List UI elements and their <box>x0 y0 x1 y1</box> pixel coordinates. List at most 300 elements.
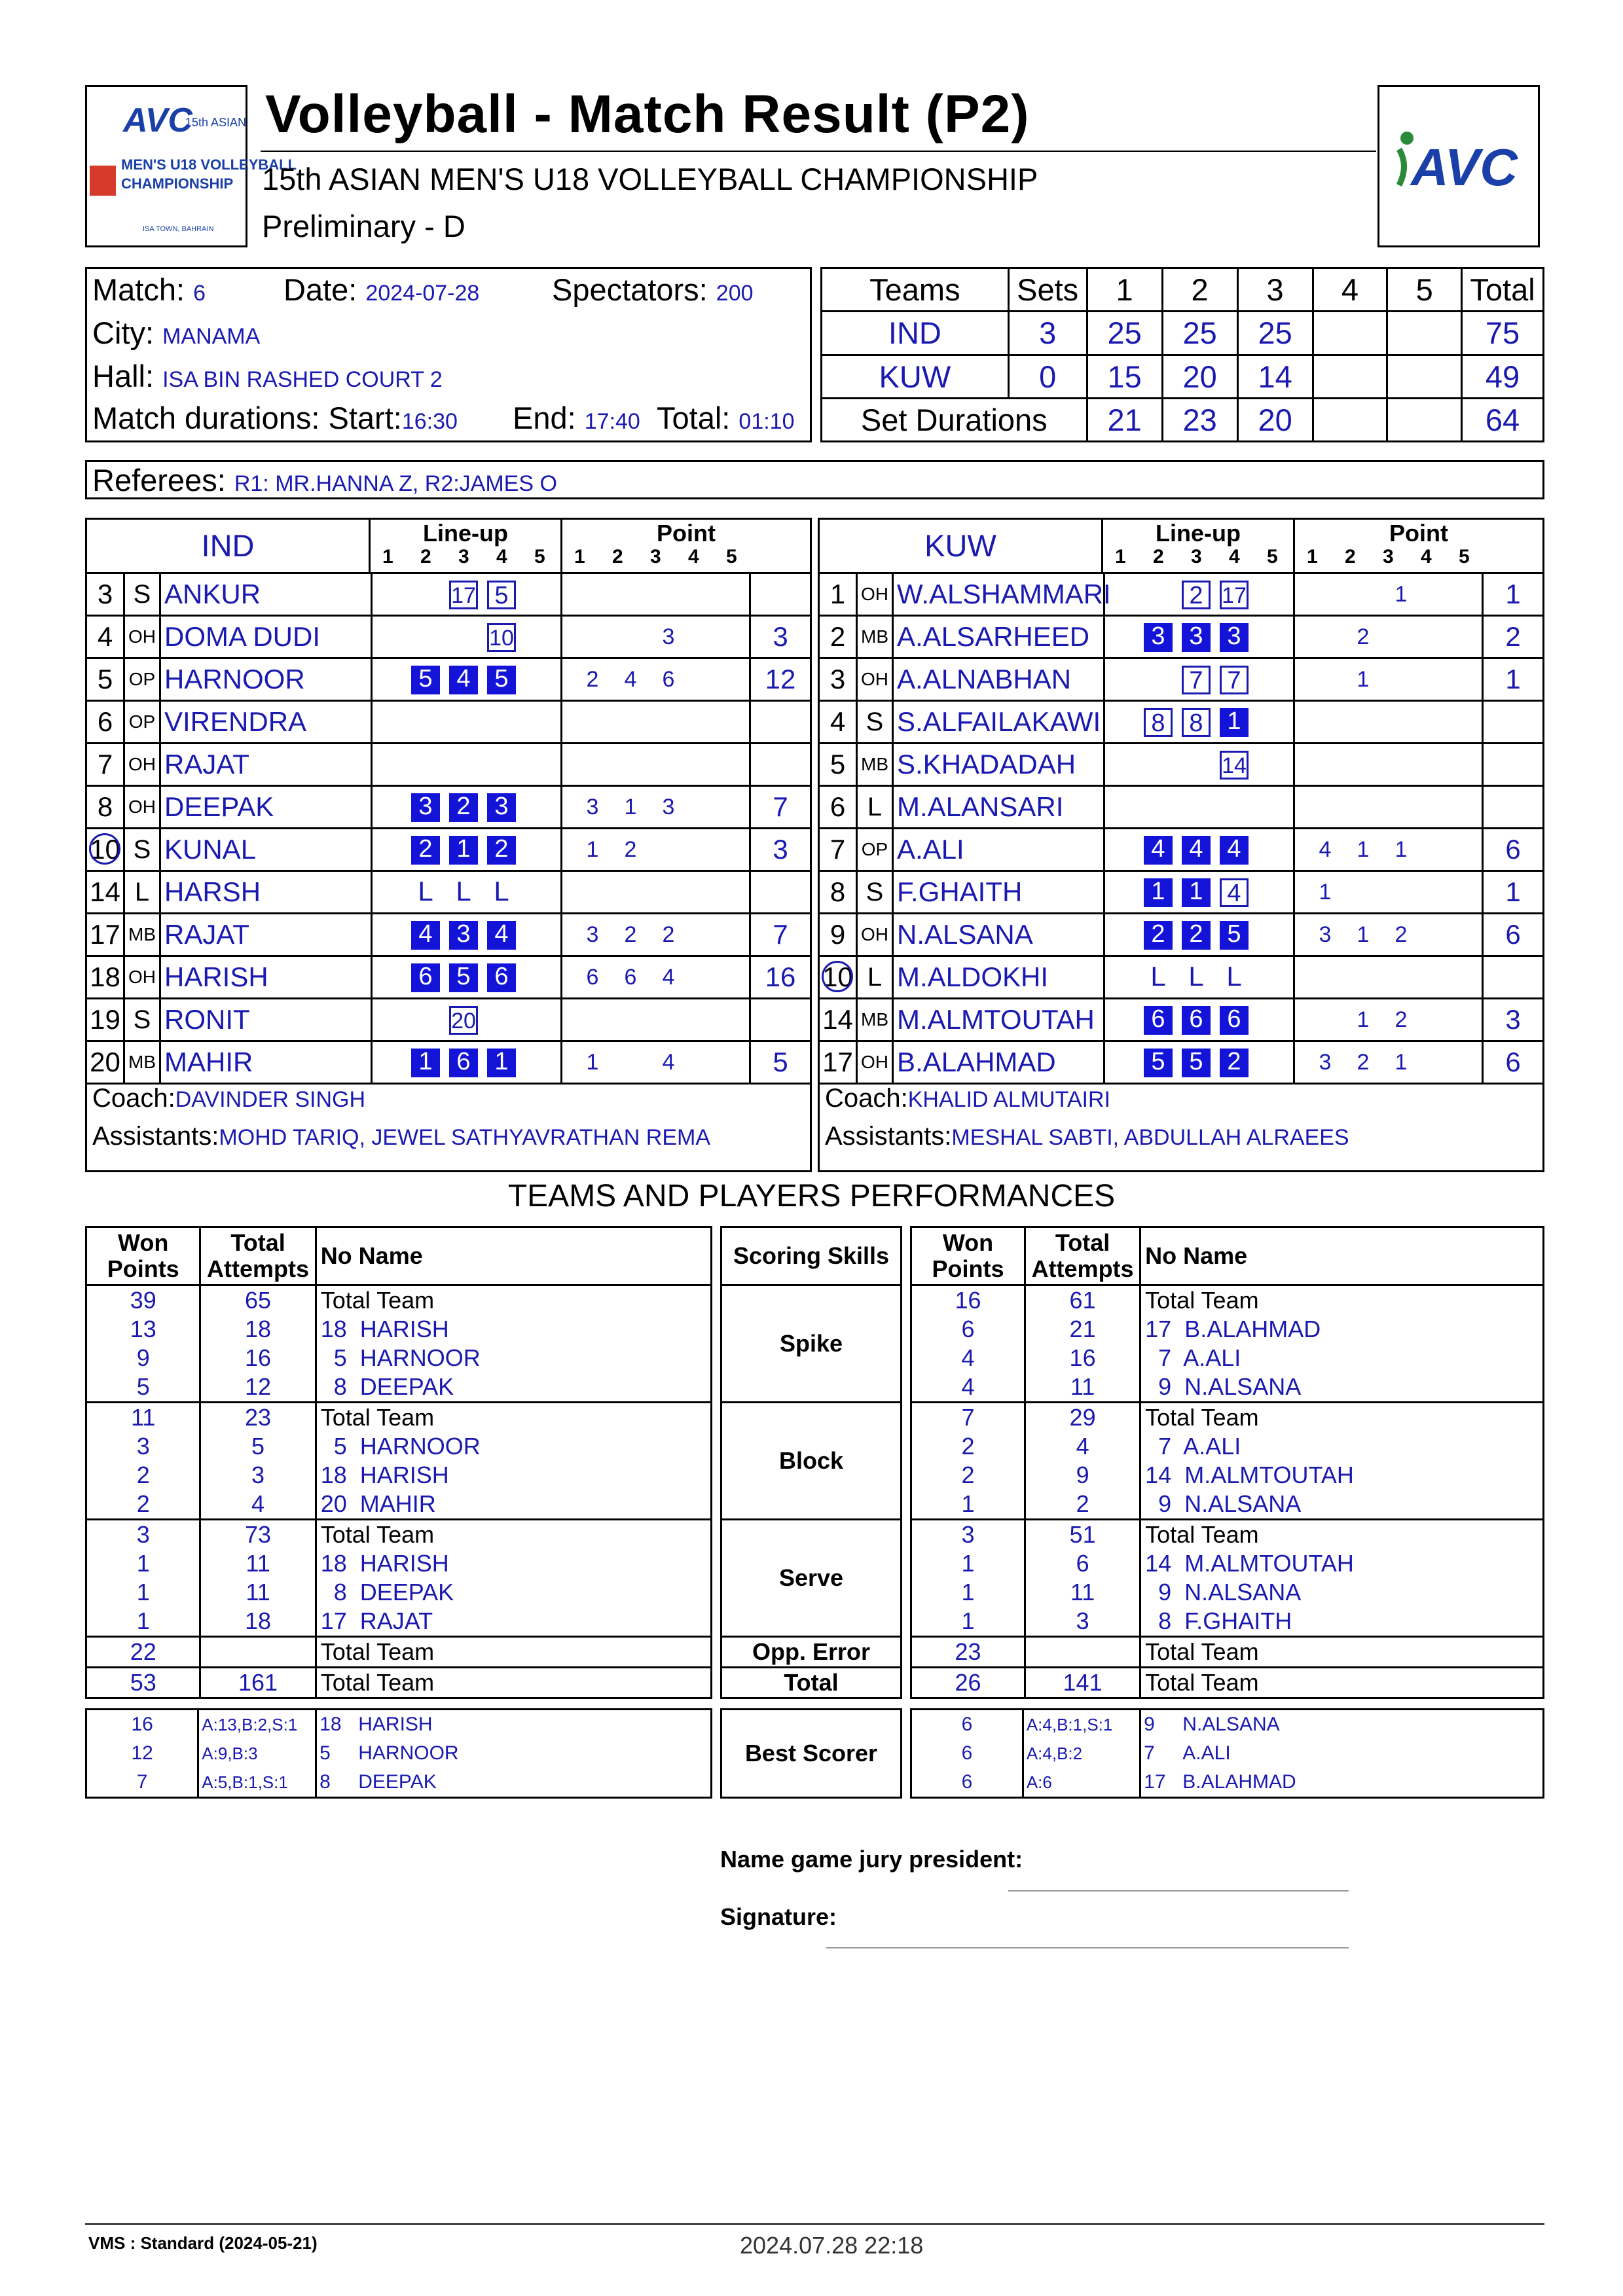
lineup-set-number: 2 <box>1153 546 1164 567</box>
player-total-points <box>1484 744 1542 785</box>
coach-name: DAVINDER SINGH <box>175 1087 366 1112</box>
lineup-position-box: 1 <box>487 1049 516 1077</box>
skill-row <box>721 1520 902 1637</box>
attempts-values-item: 16 <box>245 1344 272 1371</box>
best-points: 6 <box>961 1771 973 1793</box>
lineup-position-box: 20 <box>449 1006 478 1035</box>
lineup-position-box: 2 <box>487 836 516 865</box>
won-points-values-item: 13 <box>130 1316 156 1342</box>
player-position: S <box>856 702 894 742</box>
attempts-values <box>1025 1668 1140 1698</box>
player-name: DOMA DUDI <box>164 621 321 652</box>
set-points: 1 <box>1395 1050 1408 1075</box>
player-names <box>316 1637 711 1668</box>
player-name: B.ALAHMAD <box>897 1047 1056 1077</box>
player-position: MB <box>856 999 894 1040</box>
won-points-values-item: 9 <box>136 1344 150 1371</box>
player-total-points: 7 <box>773 919 788 950</box>
skill-name: Serve <box>721 1520 902 1637</box>
best-points: 6 <box>961 1742 973 1764</box>
player-name: A.ALSARHEED <box>897 621 1090 652</box>
lineup-position-box: 4 <box>1182 836 1211 865</box>
set-points: 1 <box>1357 922 1370 947</box>
sets-row-ind <box>822 312 1544 355</box>
roster-kuw <box>818 518 1544 1172</box>
lineup-position-box: 2 <box>1182 581 1211 609</box>
player-number: 19 <box>90 1004 120 1035</box>
player-names-item: Total Team <box>320 1404 435 1431</box>
skill-group-row <box>86 1637 712 1668</box>
won-points-values-item: 1 <box>961 1550 975 1577</box>
best-points: 7 <box>136 1771 148 1793</box>
lineup-position-box: 6 <box>411 963 440 992</box>
set-points: 4 <box>1319 837 1332 862</box>
points-cells <box>1295 574 1484 615</box>
won-points-values-item: 23 <box>955 1638 981 1665</box>
logo-text-line3: CHAMPIONSHIP <box>121 175 234 192</box>
attempts-values-item: 29 <box>1069 1404 1096 1431</box>
won-points-values-item: 1 <box>961 1579 975 1605</box>
lineup-position-box: 4 <box>1220 836 1249 865</box>
lineup-header <box>371 520 562 572</box>
points-cells <box>1295 829 1484 870</box>
won-points-values-item: 16 <box>955 1287 981 1314</box>
point-header <box>1295 520 1542 572</box>
won-points-values-item: 11 <box>131 1404 156 1431</box>
lineup-cells <box>371 744 562 785</box>
best-detail: A:9,B:3 <box>202 1744 258 1763</box>
player-row <box>820 957 1542 999</box>
signature-line <box>826 1947 1349 1948</box>
set-score <box>1313 355 1387 398</box>
skill-group-row <box>86 1668 712 1698</box>
header-won-points: Won Points <box>911 1227 1025 1285</box>
set-points: 1 <box>1395 837 1408 862</box>
roster-team-name: IND <box>87 520 371 572</box>
phase-label: Preliminary - D <box>262 209 465 243</box>
player-row <box>87 617 810 659</box>
player-position: OH <box>123 617 161 657</box>
player-number: 6 <box>97 706 113 737</box>
player-total-points <box>751 574 810 615</box>
header-total-attempts: Total Attempts <box>1025 1227 1140 1285</box>
point-set-number: 2 <box>1345 546 1356 567</box>
attempts-values-item: 11 <box>1070 1373 1095 1400</box>
set-score: 15 <box>1087 355 1162 398</box>
player-name: KUNAL <box>164 834 257 865</box>
won-points-values-item: 22 <box>130 1638 156 1665</box>
skill-name: Opp. Error <box>721 1637 902 1668</box>
player-row <box>87 659 810 702</box>
city-value: MANAMA <box>162 324 261 349</box>
player-names-item: 17 RAJAT <box>320 1607 433 1634</box>
attempts-values <box>1025 1403 1140 1520</box>
performance-header-row <box>86 1227 712 1285</box>
player-name: RONIT <box>164 1004 250 1035</box>
best-name: N.ALSANA <box>1182 1713 1280 1735</box>
lineup-position-box: 5 <box>1144 1049 1173 1077</box>
points-cells <box>562 702 751 742</box>
attempts-values-item: 4 <box>251 1490 265 1517</box>
coach-line <box>92 1084 365 1113</box>
lineup-position-box: 6 <box>487 963 516 992</box>
attempts-values-item: 18 <box>245 1316 272 1342</box>
player-total-points: 3 <box>1505 1004 1521 1035</box>
skill-row <box>721 1403 902 1520</box>
player-names <box>316 1668 711 1698</box>
player-total-points: 5 <box>773 1047 788 1077</box>
player-names <box>1140 1520 1544 1637</box>
won-points-values-item: 1 <box>136 1579 150 1605</box>
points-cells <box>562 787 751 827</box>
points-cells <box>1295 659 1484 700</box>
skill-group-row <box>86 1403 712 1520</box>
player-total-points: 3 <box>773 621 788 652</box>
lineup-position-box: 1 <box>1220 708 1249 737</box>
won-points-values-item: 3 <box>136 1433 150 1460</box>
set-points: 2 <box>1395 922 1408 947</box>
lineup-position-box: 3 <box>411 793 440 822</box>
lineup-position-box: 8 <box>1144 708 1173 737</box>
player-row <box>820 872 1542 914</box>
point-label: Point <box>1389 520 1448 547</box>
best-points: 16 <box>131 1713 153 1735</box>
player-row <box>820 659 1542 702</box>
player-row <box>820 829 1542 872</box>
player-position: OH <box>856 574 894 615</box>
attempts-values-item: 3 <box>1076 1607 1089 1634</box>
player-total-points: 1 <box>1505 876 1521 907</box>
player-position: OH <box>123 787 161 827</box>
set-points: 4 <box>662 1050 675 1075</box>
points-cells <box>562 872 751 912</box>
best-scorer-kuw <box>910 1708 1544 1799</box>
lineup-position-box: 3 <box>449 921 478 950</box>
point-set-number: 3 <box>1383 546 1394 567</box>
referees-bar <box>85 460 1544 499</box>
won-points-values-item: 4 <box>961 1373 975 1400</box>
header-teams: Teams <box>822 268 1009 312</box>
avc-logo-text: AVC <box>1411 138 1518 196</box>
lineup-cells <box>1103 702 1295 742</box>
assistants-label: Assistants: <box>92 1122 219 1151</box>
points-cells <box>562 1042 751 1083</box>
lineup-position-box: 2 <box>1144 921 1173 950</box>
attempts-values-item <box>201 1638 314 1666</box>
player-position: OP <box>856 829 894 870</box>
skill-row <box>721 1668 902 1698</box>
set-score <box>1387 312 1462 355</box>
best-name-cell <box>1180 1710 1543 1798</box>
points-cells <box>1295 744 1484 785</box>
player-name: MAHIR <box>164 1047 253 1077</box>
points-cells <box>562 829 751 870</box>
lineup-position-box: 2 <box>1220 1049 1249 1077</box>
won-points-values <box>86 1403 200 1520</box>
set-score <box>1313 312 1387 355</box>
player-name: A.ALI <box>897 834 964 865</box>
skill-name: Block <box>721 1403 902 1520</box>
roster-header <box>87 520 810 574</box>
best-number: 18 <box>319 1713 342 1735</box>
player-number: 7 <box>830 834 846 865</box>
avc-logo <box>1377 85 1540 247</box>
player-row <box>87 787 810 829</box>
player-position: MB <box>123 914 161 955</box>
attempts-values-item: 21 <box>1069 1316 1096 1342</box>
player-row <box>87 872 810 914</box>
attempts-values-item: 5 <box>251 1433 265 1460</box>
header-total-attempts: Total Attempts <box>200 1227 316 1285</box>
assistants-names: MOHD TARIQ, JEWEL SATHYAVRATHAN REMA <box>219 1125 710 1150</box>
lineup-cells <box>1103 957 1295 997</box>
best-points: 6 <box>961 1713 973 1735</box>
lineup-position-box: 5 <box>1220 921 1249 950</box>
player-total-points: 16 <box>765 961 796 992</box>
skill-group-row <box>911 1403 1544 1520</box>
championship-logo <box>85 85 297 247</box>
player-number: 6 <box>830 791 846 822</box>
set-points: 2 <box>586 667 599 692</box>
attempts-values <box>200 1637 316 1668</box>
player-number: 3 <box>97 579 113 609</box>
championship-name: 15th ASIAN MEN'S U18 VOLLEYBALL CHAMPIONSHIP <box>262 162 1038 196</box>
header-won-points: Won Points <box>86 1227 200 1285</box>
set-points: 2 <box>624 922 637 947</box>
player-number: 3 <box>830 664 846 694</box>
point-set-number: 5 <box>1459 546 1470 567</box>
won-points-values-item: 2 <box>961 1462 975 1488</box>
lineup-set-number: 4 <box>1229 546 1240 567</box>
best-name: A.ALI <box>1182 1742 1231 1764</box>
player-name: F.GHAITH <box>897 876 1023 907</box>
set-points: 2 <box>662 922 675 947</box>
skill-row <box>721 1285 902 1403</box>
player-number: 10 <box>90 834 120 865</box>
best-detail: A:13,B:2,S:1 <box>202 1715 298 1734</box>
set-duration: 21 <box>1087 398 1162 441</box>
lineup-position-box: L <box>1226 961 1242 992</box>
player-names-item: 5 HARNOOR <box>320 1433 481 1460</box>
won-points-values-item: 7 <box>961 1404 975 1431</box>
won-points-values <box>911 1637 1025 1668</box>
skill-group-row <box>86 1520 712 1637</box>
lineup-position-box: 5 <box>487 666 516 694</box>
attempts-values-item: 3 <box>251 1462 265 1488</box>
won-points-values-item: 3 <box>961 1521 975 1548</box>
player-row <box>820 999 1542 1042</box>
player-total-points <box>1484 957 1542 997</box>
best-points-cell <box>86 1710 198 1798</box>
hall-value: ISA BIN RASHED COURT 2 <box>162 367 443 392</box>
referees-value: R1: MR.HANNA Z, R2:JAMES O <box>234 471 557 496</box>
lineup-position-box: 3 <box>1220 623 1249 652</box>
header-set-4: 4 <box>1313 268 1387 312</box>
set-duration <box>1387 398 1462 441</box>
player-row <box>820 787 1542 829</box>
lineup-cells <box>1103 1042 1295 1083</box>
set-points: 1 <box>1357 837 1370 862</box>
set-points: 1 <box>586 1050 599 1075</box>
set-points: 6 <box>624 965 637 990</box>
lineup-cells <box>371 872 562 912</box>
player-position: MB <box>856 617 894 657</box>
won-points-values <box>911 1403 1025 1520</box>
sets-row-kuw <box>822 355 1544 398</box>
total-time: 01:10 <box>739 409 795 434</box>
best-name: HARNOOR <box>358 1742 459 1764</box>
player-total-points <box>751 744 810 785</box>
set-points: 1 <box>1357 1007 1370 1032</box>
points-cells <box>1295 787 1484 827</box>
won-points-values <box>86 1520 200 1637</box>
assistants-label: Assistants: <box>825 1122 952 1151</box>
best-detail: A:6 <box>1026 1772 1052 1792</box>
player-number: 4 <box>97 621 113 652</box>
lineup-position-box: 4 <box>1144 836 1173 865</box>
attempts-values <box>200 1285 316 1403</box>
lineup-position-box: 5 <box>411 666 440 694</box>
attempts-values-item: 11 <box>246 1550 270 1577</box>
lineup-cells <box>371 1042 562 1083</box>
lineup-position-box: 5 <box>487 581 516 609</box>
won-points-values-item: 1 <box>961 1607 975 1634</box>
player-total-points: 3 <box>773 834 788 865</box>
player-names <box>1140 1285 1544 1403</box>
point-header <box>562 520 810 572</box>
lineup-cells <box>1103 829 1295 870</box>
set-sets-won: 3 <box>1008 312 1087 355</box>
best-number: 8 <box>319 1771 331 1793</box>
set-points: 3 <box>1319 1050 1332 1075</box>
attempts-values-item: 4 <box>1076 1433 1089 1460</box>
player-name: RAJAT <box>164 919 249 950</box>
attempts-values-item: 23 <box>245 1404 272 1431</box>
performance-table-ind <box>85 1226 712 1699</box>
set-sets-won: 0 <box>1008 355 1087 398</box>
set-score: 25 <box>1162 312 1237 355</box>
header-no-name: No Name <box>1140 1227 1544 1285</box>
player-number: 18 <box>90 961 120 992</box>
points-cells <box>1295 872 1484 912</box>
player-names-item: 9 N.ALSANA <box>1145 1373 1302 1400</box>
best-name: DEEPAK <box>358 1771 437 1793</box>
lineup-position-box: 3 <box>1144 623 1173 652</box>
player-position: S <box>123 829 161 870</box>
player-total-points: 6 <box>1505 834 1521 865</box>
attempts-values-item: 18 <box>245 1607 272 1634</box>
won-points-values <box>86 1637 200 1668</box>
point-set-number: 1 <box>1307 546 1318 567</box>
attempts-values <box>200 1520 316 1637</box>
hall-label: Hall: <box>92 359 155 393</box>
total-label: Total: <box>657 401 731 435</box>
set-total: 49 <box>1462 355 1544 398</box>
lineup-position-box: 4 <box>487 921 516 950</box>
player-row <box>87 702 810 744</box>
lineup-label: Line-up <box>423 520 508 547</box>
player-position: OP <box>123 659 161 700</box>
player-position: L <box>123 872 161 912</box>
skill-name: Spike <box>721 1285 902 1403</box>
lineup-set-number: 3 <box>1191 546 1202 567</box>
assistants-line <box>825 1122 1349 1151</box>
player-names-item: Total Team <box>1145 1638 1259 1665</box>
won-points-values-item: 1 <box>136 1550 150 1577</box>
point-set-number: 5 <box>726 546 737 567</box>
lineup-position-box: 2 <box>1182 921 1211 950</box>
player-row <box>87 1042 810 1085</box>
skill-group-row <box>911 1637 1544 1668</box>
roster-ind <box>85 518 812 1172</box>
won-points-values-item: 2 <box>961 1433 975 1460</box>
match-date: 2024-07-28 <box>365 281 480 306</box>
best-points-cell <box>911 1710 1023 1798</box>
player-row <box>820 744 1542 787</box>
player-names-item: 17 B.ALAHMAD <box>1145 1316 1321 1342</box>
player-position: MB <box>123 1042 161 1083</box>
player-name: W.ALSHAMMARI <box>897 579 1111 609</box>
player-name: M.ALMTOUTAH <box>897 1004 1095 1035</box>
title-divider <box>261 151 1376 152</box>
player-row <box>87 957 810 999</box>
won-points-values-item: 3 <box>136 1521 150 1548</box>
header-set-1: 1 <box>1087 268 1162 312</box>
set-duration: 20 <box>1237 398 1313 441</box>
lineup-cells <box>1103 659 1295 700</box>
player-total-points: 6 <box>1505 1047 1521 1077</box>
set-duration: 23 <box>1162 398 1237 441</box>
lineup-position-box: 1 <box>1144 878 1173 907</box>
set-points: 2 <box>624 837 637 862</box>
player-names <box>1140 1637 1544 1668</box>
lineup-position-box: L <box>418 876 433 906</box>
header-set-5: 5 <box>1387 268 1462 312</box>
attempts-values-item: 161 <box>238 1669 278 1696</box>
lineup-position-box: 7 <box>1182 666 1211 694</box>
attempts-values-item: 51 <box>1069 1521 1096 1548</box>
page-title: Volleyball - Match Result (P2) <box>265 84 1030 144</box>
player-name: M.ALANSARI <box>897 791 1064 822</box>
player-position: S <box>123 999 161 1040</box>
player-number: 10 <box>822 961 853 992</box>
lineup-position-box: 1 <box>449 836 478 865</box>
player-names-item: Total Team <box>320 1638 435 1665</box>
player-name: ANKUR <box>164 579 261 609</box>
won-points-values-item: 39 <box>130 1287 156 1314</box>
set-score <box>1387 355 1462 398</box>
player-names-item: 5 HARNOOR <box>320 1344 481 1371</box>
footer-divider <box>85 2223 1544 2225</box>
player-names-item: 18 HARISH <box>320 1462 449 1488</box>
lineup-position-box: 8 <box>1182 708 1211 737</box>
player-total-points <box>751 999 810 1040</box>
performance-header-row <box>911 1227 1544 1285</box>
player-total-points <box>1484 702 1542 742</box>
player-number: 5 <box>97 664 113 694</box>
player-name: M.ALDOKHI <box>897 961 1049 992</box>
lineup-position-box: 14 <box>1220 751 1249 780</box>
point-label: Point <box>657 520 716 547</box>
player-position: OH <box>123 744 161 785</box>
player-position: OH <box>856 659 894 700</box>
lineup-position-box: 17 <box>1220 581 1249 609</box>
player-position: OH <box>856 914 894 955</box>
player-total-points: 2 <box>1505 621 1521 652</box>
lineup-position-box: L <box>494 876 509 906</box>
set-points: 3 <box>1319 922 1332 947</box>
points-cells <box>1295 957 1484 997</box>
